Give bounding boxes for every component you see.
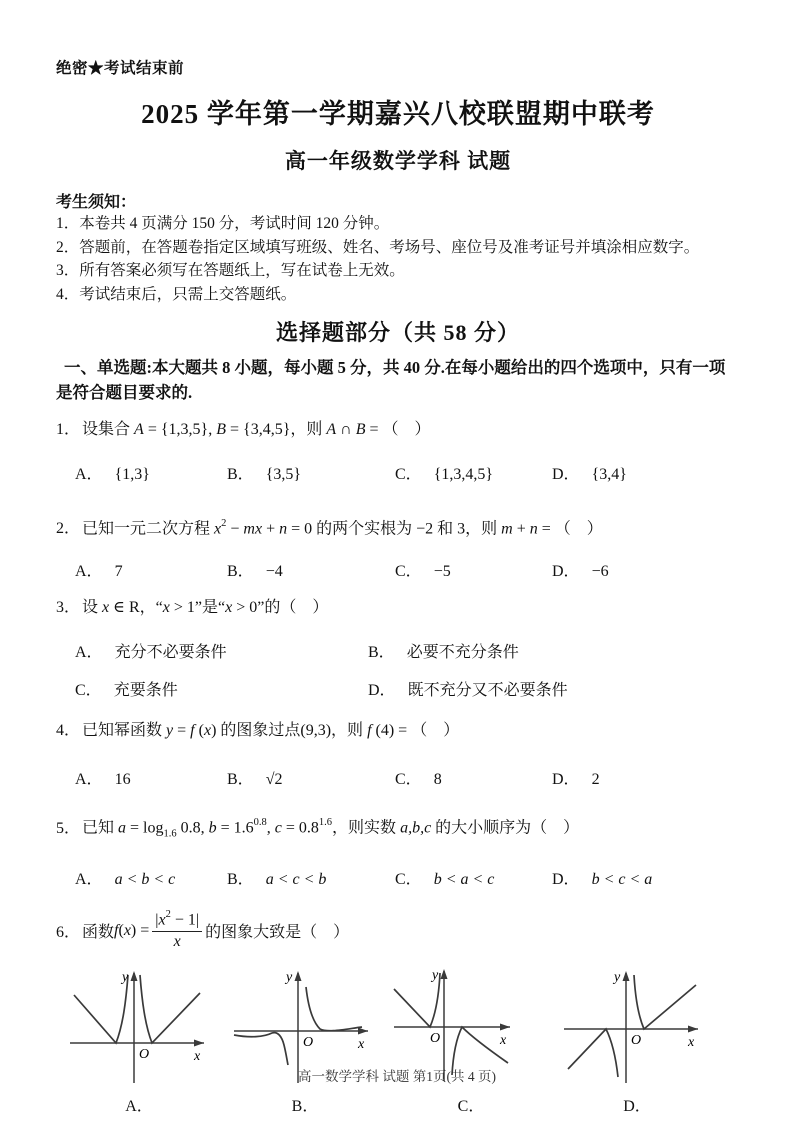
option-text: 8 (433, 771, 442, 789)
question-5-options (56, 866, 740, 889)
graph-option-a (60, 963, 218, 1116)
q2-math: n (279, 520, 288, 538)
q4-math: f (367, 722, 372, 740)
q1-text: = {1,3,5}, (143, 421, 217, 438)
origin-label: O (631, 1032, 642, 1048)
option-label: C． (395, 466, 422, 483)
q5-math: c (274, 819, 282, 837)
option-label: B． (368, 644, 395, 662)
q2-math: mx (243, 520, 263, 538)
option-text: {3,5} (265, 466, 302, 483)
q5-text: 的大小顺序为（ ） (431, 819, 580, 837)
q5-subscript: 1.6 (163, 828, 177, 840)
curve (74, 975, 200, 1043)
x-axis-label: x (358, 1036, 365, 1052)
q4-option-a (75, 766, 227, 789)
option-label: C． (395, 563, 422, 581)
q2-text: + (512, 520, 530, 538)
graph-option-b (226, 963, 384, 1116)
q1-math: B (216, 421, 226, 438)
q5-text: = 1.6 (216, 819, 254, 837)
option-label: C． (395, 771, 422, 789)
graph-a-label: A． (125, 1097, 153, 1115)
q6-math: x (123, 921, 131, 939)
q4-text: (4) = （ ） (371, 722, 460, 740)
q3-text: > 1”是“ (169, 599, 226, 617)
notice-heading: 考生须知： (56, 194, 137, 211)
q5-exponent: 0.8 (253, 817, 267, 829)
curve (568, 975, 696, 1077)
option-text: b < c < a (591, 870, 653, 888)
q1-text: = {3,4,5}，则 (225, 421, 327, 438)
q6-frac-exp: 2 (165, 909, 171, 921)
q3-option-b (368, 639, 740, 662)
q4-math: y (166, 722, 174, 740)
option-label: D． (552, 563, 580, 581)
question-4 (56, 720, 740, 742)
option-text: 2 (591, 771, 600, 789)
q5-option-d (552, 866, 740, 889)
q6-frac-math: x (158, 911, 166, 929)
question-2 (56, 514, 740, 540)
q3-option-d (368, 677, 740, 700)
q5-option-a (75, 866, 227, 889)
question-3-options (56, 639, 740, 700)
q1-option-a (75, 461, 227, 484)
question-6-graphs (56, 963, 740, 1116)
y-axis-label: y (432, 967, 439, 983)
option-text: a < c < b (265, 870, 327, 888)
option-label: C． (75, 682, 102, 700)
question-3 (56, 597, 740, 619)
option-label: A． (75, 563, 103, 581)
q1-option-d (552, 461, 740, 484)
question-1-options (56, 461, 740, 484)
option-text: 充分不必要条件 (114, 644, 227, 662)
secrecy-notice: 绝密★考试结束前 (56, 60, 185, 77)
q4-text: ( (194, 722, 204, 740)
q3-text: > 0”的（ ） (232, 599, 329, 617)
question-6-number: 6． (56, 924, 81, 942)
q5-text: 0.8, (176, 819, 209, 837)
notice-item-2: 2．答题前，在答题卷指定区域填写班级、姓名、考场号、座位号及准考证号并填涂相应数字。 (56, 238, 700, 256)
x-axis-label: x (688, 1034, 695, 1050)
section-intro: 一、单选题:本大题共 8 小题，每小题 5 分，共 40 分.在每小题给出的四个选项中，只有一项是符合题目要求的. (56, 358, 726, 402)
question-1 (56, 419, 740, 441)
graph-d-label: D． (623, 1097, 651, 1115)
y-axis-label: y (122, 969, 129, 985)
option-text: −6 (591, 563, 609, 581)
q4-option-b (227, 766, 395, 789)
option-label: D． (552, 466, 580, 483)
question-3-number: 3． (56, 599, 81, 617)
y-axis-label: y (614, 969, 621, 985)
q2-option-a (75, 558, 227, 581)
q3-option-c (75, 677, 368, 700)
option-text: {1,3} (114, 466, 150, 483)
fraction-denominator: x (173, 933, 181, 950)
q2-math: m (501, 520, 513, 538)
option-text: 既不充分又不必要条件 (407, 682, 568, 700)
q1-text: ∩ (336, 421, 356, 438)
question-1-number: 1． (56, 421, 81, 438)
x-axis-label: x (500, 1032, 507, 1048)
q6-text: 函数 (82, 924, 115, 942)
question-2-options (56, 558, 740, 581)
q5-math: b (208, 819, 217, 837)
option-text: −5 (433, 563, 451, 581)
option-label: B． (227, 771, 254, 789)
question-2-number: 2． (56, 520, 81, 538)
option-text: {3,4} (591, 466, 627, 483)
option-text: √2 (265, 771, 283, 789)
q2-text: + (262, 520, 280, 538)
option-text: a < b < c (114, 870, 176, 888)
question-4-options (56, 766, 740, 789)
q5-math: a (118, 819, 127, 837)
x-axis-label: x (194, 1048, 201, 1064)
q6-text: ) = (130, 921, 150, 939)
option-label: A． (75, 771, 103, 789)
option-text: 充要条件 (113, 682, 178, 700)
q5-math: a,b,c (400, 819, 432, 837)
section-heading: 选择题部分（共 58 分） (275, 320, 520, 345)
q5-option-c (395, 866, 552, 889)
q1-math: B (355, 421, 366, 438)
q6-text: ( (118, 921, 124, 939)
q2-text: − (226, 520, 244, 538)
q5-text: , (266, 819, 275, 837)
q3-text: 设 (82, 599, 103, 617)
q2-option-b (227, 558, 395, 581)
q6-math: f (114, 921, 119, 939)
option-label: A． (75, 870, 103, 888)
graph-option-c (392, 963, 550, 1116)
option-label: B． (227, 870, 254, 888)
option-label: A． (75, 644, 103, 662)
q3-math: x (162, 599, 170, 617)
q5-option-b (227, 866, 395, 889)
q3-math: x (102, 599, 110, 617)
page-footer: 高一数学学科 试题 第1页(共 4 页) (298, 1069, 496, 1084)
option-text: 7 (114, 563, 123, 581)
option-label: C． (395, 870, 422, 888)
exam-title: 2025 学年第一学期嘉兴八校联盟期中联考 (141, 99, 655, 129)
curve (394, 973, 508, 1075)
question-5 (56, 813, 740, 846)
graph-c-label: C． (457, 1097, 485, 1115)
question-4-number: 4． (56, 722, 81, 740)
q5-text: 已知 (82, 819, 119, 837)
q1-text: 设集合 (82, 421, 135, 438)
q3-math: x (225, 599, 233, 617)
q4-option-d (552, 766, 740, 789)
q3-text: ∈ R，“ (109, 599, 163, 617)
q5-exponent: 1.6 (318, 817, 333, 829)
option-label: D． (552, 771, 580, 789)
q1-math: A (326, 421, 337, 438)
notice-item-3: 3．所有答案必须写在答题纸上，写在试卷上无效。 (56, 262, 405, 279)
q1-text: = （ ） (365, 421, 431, 438)
q6-frac-text: − 1| (170, 911, 200, 929)
option-label: B． (227, 466, 254, 483)
q4-text: 已知幂函数 (82, 722, 167, 740)
option-text: 16 (114, 771, 131, 789)
option-text: −4 (265, 563, 283, 581)
q4-math: x (203, 722, 212, 740)
q5-text: ，则实数 (332, 819, 401, 837)
notice-item-4: 4．考试结束后，只需上交答题纸。 (56, 285, 297, 303)
q2-math: n (529, 520, 538, 538)
graph-option-d (558, 963, 716, 1116)
question-5-number: 5． (56, 819, 81, 837)
q2-option-c (395, 558, 552, 581)
option-label: D． (552, 870, 580, 888)
option-label: A． (75, 466, 103, 483)
fraction-numerator (152, 910, 202, 932)
graph-b-label: B． (291, 1097, 319, 1115)
q4-text: = (173, 722, 191, 740)
q6-fraction (152, 910, 202, 951)
q2-text: 已知一元二次方程 (82, 520, 215, 538)
origin-label: O (430, 1030, 441, 1046)
question-6 (56, 905, 740, 957)
notice-item-1: 1．本卷共 4 页满分 150 分，考试时间 120 分钟。 (56, 215, 390, 232)
q3-option-a (75, 639, 368, 662)
y-axis-label: y (286, 969, 293, 985)
origin-label: O (303, 1034, 314, 1050)
q4-option-c (395, 766, 552, 789)
q5-text: = log (126, 819, 164, 837)
q5-text: = 0.8 (281, 819, 319, 837)
origin-label: O (139, 1046, 150, 1062)
q2-option-d (552, 558, 740, 581)
option-text: {1,3,4,5} (433, 466, 494, 483)
option-text: 必要不充分条件 (406, 644, 519, 662)
option-label: B． (227, 563, 254, 581)
q2-exponent: 2 (221, 518, 227, 529)
q6-frac-text: | (155, 911, 159, 929)
q6-text: 的图象大致是（ ） (205, 924, 350, 942)
q4-math: f (190, 722, 195, 740)
q2-text: = 0 的两个实根为 −2 和 3，则 (287, 520, 502, 538)
q1-option-c (395, 461, 552, 484)
q2-text: = （ ） (537, 520, 603, 538)
exam-subtitle: 高一年级数学学科 试题 (284, 149, 512, 173)
option-label: D． (368, 682, 396, 700)
q1-math: A (134, 421, 144, 438)
q1-option-b (227, 461, 395, 484)
q2-math: x (214, 520, 222, 538)
q4-text: ) 的图象过点(9,3)，则 (211, 722, 368, 740)
option-text: b < a < c (433, 870, 495, 888)
